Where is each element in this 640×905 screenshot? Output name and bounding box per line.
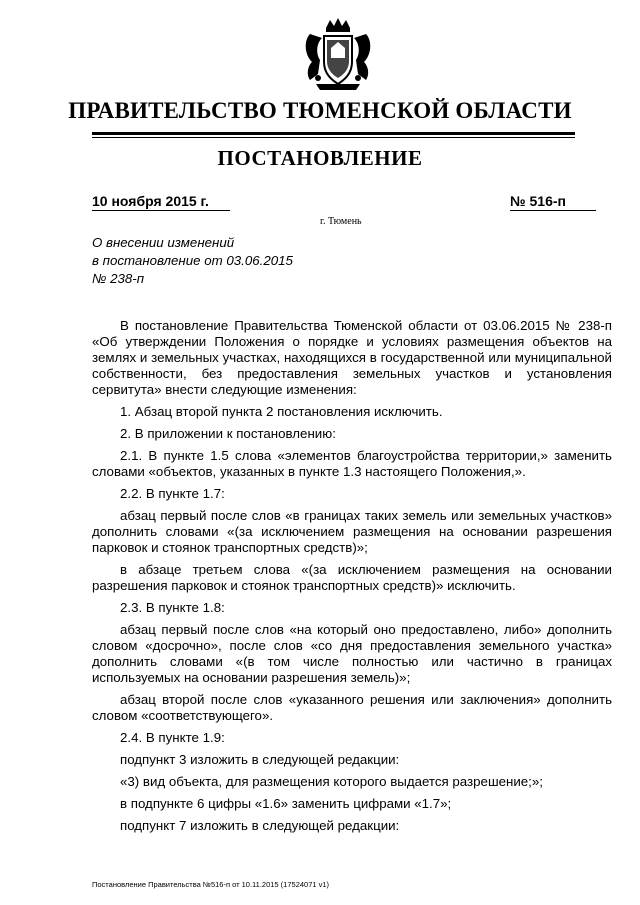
document-number: № 516-п [510, 193, 596, 211]
document-city: г. Тюмень [320, 216, 362, 227]
subject-line: О внесении изменений [92, 235, 235, 250]
body-paragraph: абзац первый после слов «на который оно предоставлено, либо» дополнить словом «досрочно», после слов «со дня предоставления земельного участка» дополнить словами «(в том числе полностью или частично в границах используемых на основании разрешения земель)»; [92, 622, 612, 685]
body-paragraph: В постановление Правительства Тюменской области от 03.06.2015 № 238-п «Об утверждении Положения о порядке и условиях размещения объектов на землях и земельных участках, находящихся в государственной или муниципальной собственности, без предоставления земельных участков и установления сервитута» внести следующие изменения: [92, 318, 612, 397]
document-body [92, 318, 612, 834]
header-rule-thin [92, 137, 575, 138]
header-rule-thick [92, 132, 575, 135]
document-footer: Постановление Правительства №516-п от 10.11.2015 (17524071 v1) [92, 880, 330, 889]
document-date: 10 ноября 2015 г. [92, 193, 230, 211]
document-subject [92, 234, 352, 288]
body-paragraph: 2.4. В пункте 1.9: [120, 730, 225, 745]
body-paragraph: 2. В приложении к постановлению: [120, 426, 336, 441]
body-paragraph: 1. Абзац второй пункта 2 постановления исключить. [120, 404, 443, 419]
body-paragraph: подпункт 7 изложить в следующей редакции: [120, 818, 400, 833]
subject-line: № 238-п [92, 271, 145, 286]
document-type: ПОСТАНОВЛЕНИЕ [217, 146, 423, 170]
coat-of-arms-icon [296, 14, 380, 98]
organization-title: ПРАВИТЕЛЬСТВО ТЮМЕНСКОЙ ОБЛАСТИ [68, 98, 572, 123]
body-paragraph: 2.2. В пункте 1.7: [120, 486, 225, 501]
body-paragraph: в абзаце третьем слова «(за исключением размещения на основании разрешения парковок и стоянок транспортных средств)» исключить. [92, 562, 612, 593]
body-paragraph: абзац второй после слов «указанного решения или заключения» дополнить словом «соответствующего». [92, 692, 612, 723]
body-paragraph: подпункт 3 изложить в следующей редакции: [120, 752, 400, 767]
body-paragraph: «3) вид объекта, для размещения которого выдается разрешение;»; [120, 774, 543, 789]
body-paragraph: абзац первый после слов «в границах таких земель или земельных участков» дополнить словами «(за исключением размещения на основании разрешения парковок и стоянок транспортных средств)»; [92, 508, 612, 555]
body-paragraph: 2.3. В пункте 1.8: [120, 600, 225, 615]
body-paragraph: 2.1. В пункте 1.5 слова «элементов благоустройства территории,» заменить словами «объектов, указанных в пункте 1.3 настоящего Положения,». [92, 448, 612, 479]
subject-line: в постановление от 03.06.2015 [92, 253, 293, 268]
body-paragraph: в подпункте 6 цифры «1.6» заменить цифрами «1.7»; [120, 796, 452, 811]
